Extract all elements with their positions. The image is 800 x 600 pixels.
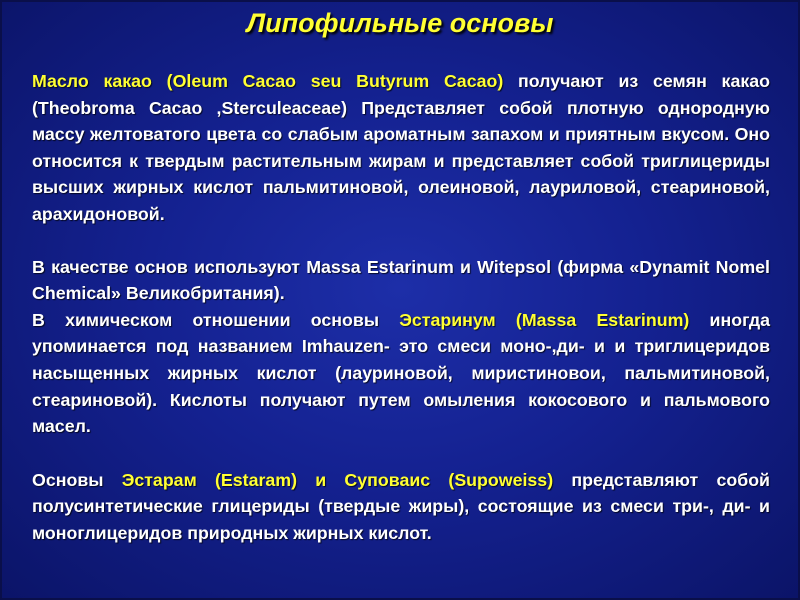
paragraph-text: получают из семян какао (Theobroma Cacao ,Sterculeaceae) Представляет собой плотную однородную массу желтоватого цвета со слабым ароматным запахом и приятным вкусом. Оно относится к твердым растительным жирам и представляет собой триглицериды высших жирных кислот пальмитиновой, олеиновой, лауриловой, стеариновой, арахидоновой. — [32, 71, 770, 224]
paragraph-cocoa-butter — [32, 68, 770, 228]
slide-body — [32, 68, 770, 547]
slide-title: Липофильные основы — [246, 8, 554, 38]
paragraph-text: В качестве основ используют Massa Estarinum и Witepsol (фирма «Dynamit Nomel Chemical» Великобритания). — [32, 256, 770, 304]
paragraph-text: представляют собой полусинтетические глицериды (твердые жиры), состоящие из смеси три-, ди- и моноглицеридов природных жирных кислот. — [32, 469, 770, 543]
highlight-estaram-supoweiss: Эстарам (Estaram) и Суповаис (Supoweiss) — [121, 469, 554, 490]
paragraph-text: В химическом отношении основы — [32, 309, 400, 330]
highlight-estarinum: Эстаринум (Massa Estarinum) — [399, 309, 690, 330]
paragraph-estaram-supoweiss — [32, 467, 770, 547]
highlight-cocoa-butter: Масло какао (Oleum Cacao seu Butyrum Cacao) — [32, 71, 504, 91]
paragraph-estarinum — [32, 307, 770, 440]
paragraph-bases-used — [32, 254, 770, 307]
paragraph-text: иногда упоминается под названием Imhauzen- это смеси моно-,ди- и и триглицеридов насыщенных жирных кислот (лауриновой, миристиновои, пальмитиновой, стеариновой). Кислоты получают путем омыления кокосового и пальмового масел. — [32, 309, 770, 437]
paragraph-text: Основы — [32, 469, 122, 490]
